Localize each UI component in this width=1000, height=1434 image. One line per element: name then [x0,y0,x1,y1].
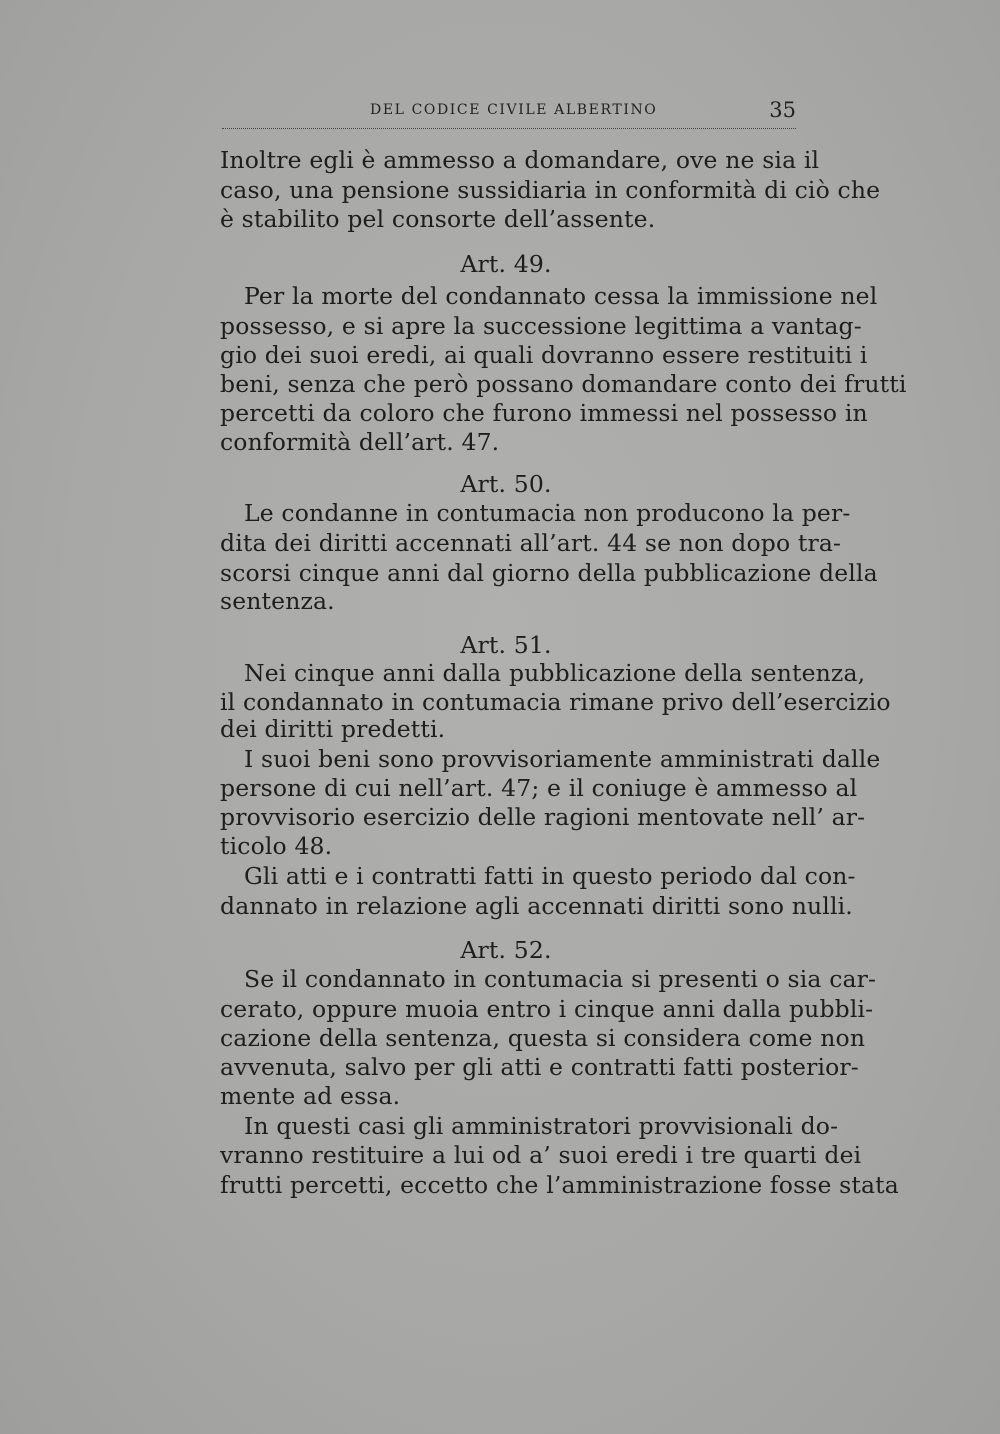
text-line: beni, senza che però possano domandare conto dei frutti [220,370,907,398]
text-line: cazione della sentenza, questa si considera come non [220,1024,866,1052]
text-line: caso, una pensione sussidiaria in conformità di ciò che [220,176,881,204]
page-header [222,98,796,128]
text-line: Inoltre egli è ammesso a domandare, ove ne sia il [220,146,820,174]
text-line: scorsi cinque anni dal giorno della pubblicazione della [220,559,878,587]
text-line: dita dei diritti accennati all’art. 44 se non dopo tra- [220,529,842,557]
text-line: I suoi beni sono provvisoriamente amministrati dalle [244,745,881,773]
text-line: è stabilito pel consorte dell’assente. [220,205,656,233]
text-line: frutti percetti, eccetto che l’amministrazione fosse stata [220,1171,899,1199]
text-line: Nei cinque anni dalla pubblicazione della sentenza, [244,659,866,687]
article-heading-50: Art. 50. [460,470,552,498]
text-line: possesso, e si apre la successione legittima a vantag- [220,312,862,340]
article-heading-49: Art. 49. [460,250,552,278]
text-line: Gli atti e i contratti fatti in questo periodo dal con- [244,862,856,890]
text-line: Le condanne in contumacia non producono la per- [244,499,851,527]
text-line: Per la morte del condannato cessa la immissione nel [244,282,878,310]
running-title: DEL CODICE CIVILE ALBERTINO [370,102,658,118]
text-line: persone di cui nell’art. 47; e il coniuge è ammesso al [220,774,858,802]
text-line: avvenuta, salvo per gli atti e contratti fatti posterior- [220,1053,859,1081]
text-line: conformità dell’art. 47. [220,428,500,456]
text-line: ticolo 48. [220,832,333,860]
text-line: vranno restituire a lui od a’ suoi eredi i tre quarti dei [220,1141,862,1169]
header-rule [222,128,796,129]
article-heading-52: Art. 52. [460,936,552,964]
text-line: sentenza. [220,587,335,615]
text-line: In questi casi gli amministratori provvisionali do- [244,1112,839,1140]
page-number: 35 [769,98,796,122]
text-line: Se il condannato in contumacia si presenti o sia car- [244,965,877,993]
article-heading-51: Art. 51. [460,631,552,659]
text-line: cerato, oppure muoia entro i cinque anni dalla pubbli- [220,995,874,1023]
text-line: provvisorio esercizio delle ragioni mentovate nell’ ar- [220,803,866,831]
text-line: il condannato in contumacia rimane privo dell’esercizio [220,688,891,716]
text-line: dannato in relazione agli accennati diritti sono nulli. [220,892,853,920]
text-line: percetti da coloro che furono immessi nel possesso in [220,399,868,427]
text-line: mente ad essa. [220,1082,401,1110]
text-line: gio dei suoi eredi, ai quali dovranno essere restituiti i [220,341,868,369]
text-line: dei diritti predetti. [220,715,446,743]
